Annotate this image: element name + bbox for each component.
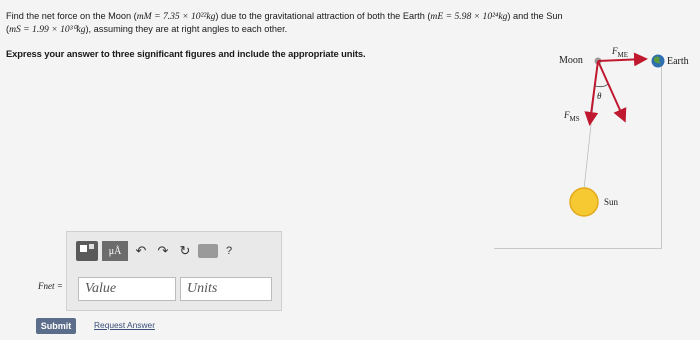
problem-text: Find the net force on the Moon ( (6, 11, 137, 21)
units-button[interactable]: μÅ (102, 241, 128, 261)
problem-text: ) and the Sun (507, 11, 563, 21)
fms-letter: F (564, 110, 570, 120)
template-icon (80, 245, 87, 252)
template-button[interactable] (76, 241, 98, 261)
resultant-arrow (598, 61, 624, 119)
fme-sub: ME (617, 50, 628, 59)
units-input[interactable]: Units (180, 277, 272, 301)
fme-label (612, 46, 628, 59)
problem-text: ( (6, 24, 10, 34)
sun-icon (570, 188, 598, 216)
moon-mass: mM = 7.35 × 10²²kg (136, 11, 216, 22)
reset-icon[interactable]: ↻ (179, 243, 191, 258)
theta-arc (595, 84, 608, 87)
problem-line-2 (6, 23, 646, 36)
earth-label: Earth (667, 56, 689, 67)
fnet-label: Fnet = (38, 281, 63, 291)
force-diagram (494, 44, 700, 234)
diagram-svg (494, 44, 700, 234)
template-icon-small (89, 244, 94, 249)
redo-icon[interactable]: ↷ (157, 243, 169, 258)
problem-text: ), assuming they are at right angles to each other. (85, 24, 288, 34)
moon-label: Moon (559, 55, 583, 66)
instruction-text: Express your answer to three significant figures and include the appropriate units. (6, 48, 366, 59)
undo-icon[interactable]: ↶ (135, 243, 147, 258)
sun-mass: mS = 1.99 × 10³⁰kg (9, 24, 86, 35)
theta-label: θ (597, 91, 602, 101)
submit-button[interactable]: Submit (36, 318, 76, 334)
sun-label: Sun (604, 197, 619, 207)
value-input[interactable]: Value (78, 277, 176, 301)
help-icon[interactable]: ? (225, 245, 233, 257)
force-earth-arrow (598, 59, 644, 61)
problem-text: ) due to the gravitational attraction of both the Earth ( (215, 11, 431, 21)
fms-sub: MS (569, 114, 580, 123)
problem-statement (6, 10, 646, 36)
math-toolbar (76, 238, 240, 264)
fms-label (564, 110, 580, 123)
keyboard-icon[interactable] (198, 244, 218, 258)
earth-mass: mE = 5.98 × 10²⁴kg (430, 11, 508, 22)
request-answer-link[interactable]: Request Answer (94, 320, 155, 330)
fme-letter: F (612, 46, 618, 56)
problem-line-1 (6, 10, 646, 23)
